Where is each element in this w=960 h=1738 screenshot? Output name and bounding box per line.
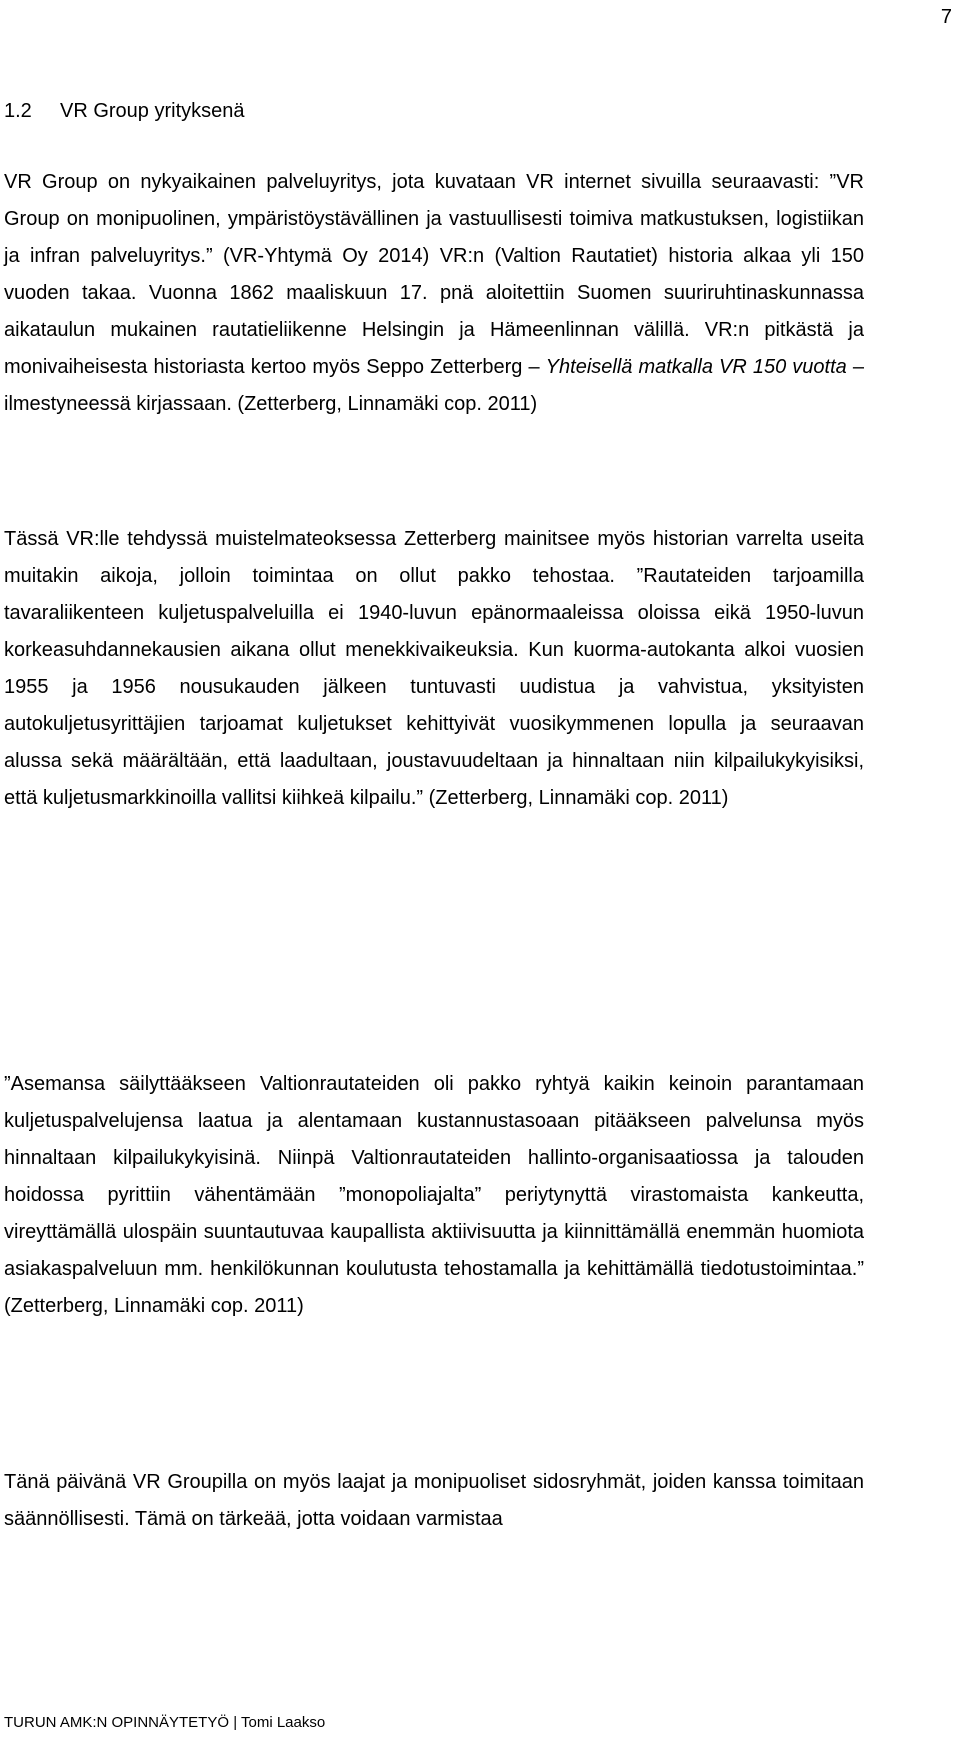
footer: TURUN AMK:N OPINNÄYTETYÖ | Tomi Laakso [4,1714,326,1731]
section-number: 1.2 [4,100,32,122]
paragraph-4: Tänä päivänä VR Groupilla on myös laajat ja monipuoliset sidosryhmät, joiden kanssa toimitaan säännöllisesti. Tämä on tärkeää, jotta voidaan varmistaa [4,1471,864,1530]
page-number: 7 [940,6,952,28]
book-title: Yhteisellä matkalla VR 150 vuotta [545,356,847,378]
paragraph-1 [4,164,864,423]
paragraph-1-text-a: VR Group on nykyaikainen palveluyritys, jota kuvataan VR internet sivuilla seuraavasti: ”VR Group on monipuolinen, ympäristöystävällinen ja vastuullisesti toimiva matkustuksen, logistiikan ja infran palveluyritys.” (VR-Yhtymä Oy 2014) VR:n (Valtion Rautatiet) historia alkaa yli 150 vuoden takaa. Vuonna 1862 maaliskuun 17. pnä aloitettiin Suomen suuriruhtinaskunnassa aikataulun mukainen rautatieliikenne Helsingin ja Hämeenlinnan välillä. VR:n pitkästä ja monivaiheisesta historiasta kertoo myös Seppo Zetterberg – [4,171,864,378]
paragraph-3: ”Asemansa säilyttääkseen Valtionrautateiden oli pakko ryhtyä kaikin keinoin parantamaan kuljetuspalvelujensa laatua ja alentamaan kustannustasoaan pitääkseen palvelunsa myös hinnaltaan kilpailukykyisinä. Niinpä Valtionrautateiden hallinto-organisaatiossa ja talouden hoidossa pyrittiin vähentämään ”monopoliajalta” periytynyttä virastomaista kankeutta, vireyttämällä ulospäin suuntautuvaa kaupallista aktiivisuutta ja kiinnittämällä enemmän huomiota asiakaspalveluun mm. henkilökunnan koulutusta tehostamalla ja kehittämällä tiedotustoimintaa.” (Zetterberg, Linnamäki cop. 2011) [4,1073,864,1317]
paragraph-1-text-b: – ilmestyneessä kirjassaan. (Zetterberg, Linnamäki cop. 2011) [4,356,864,415]
paragraph-2: Tässä VR:lle tehdyssä muistelmateoksessa Zetterberg mainitsee myös historian varrelta useita muitakin aikoja, jolloin toimintaa on ollut pakko tehostaa. ”Rautateiden tarjoamilla tavaraliikenteen kuljetuspalveluilla ei 1940-luvun epänormaaleissa oloissa eikä 1950-luvun korkeasuhdannekausien aikana ollut menekkivaikeuksia. Kun kuorma-autokanta alkoi vuosien 1955 ja 1956 nousukauden jälkeen tuntuvasti uudistua ja vahvistua, yksityisten autokuljetusyrittäjien tarjoamat kuljetukset kehittyivät vuosikymmenen lopulla ja seuraavan alussa sekä määrältään, että laadultaan, joustavuudeltaan ja hinnaltaan niin kilpailukykyisiksi, että kuljetusmarkkinoilla vallitsi kiihkeä kilpailu.” (Zetterberg, Linnamäki cop. 2011) [4,528,864,809]
section-heading [4,96,245,126]
section-title: VR Group yrityksenä [60,100,245,122]
